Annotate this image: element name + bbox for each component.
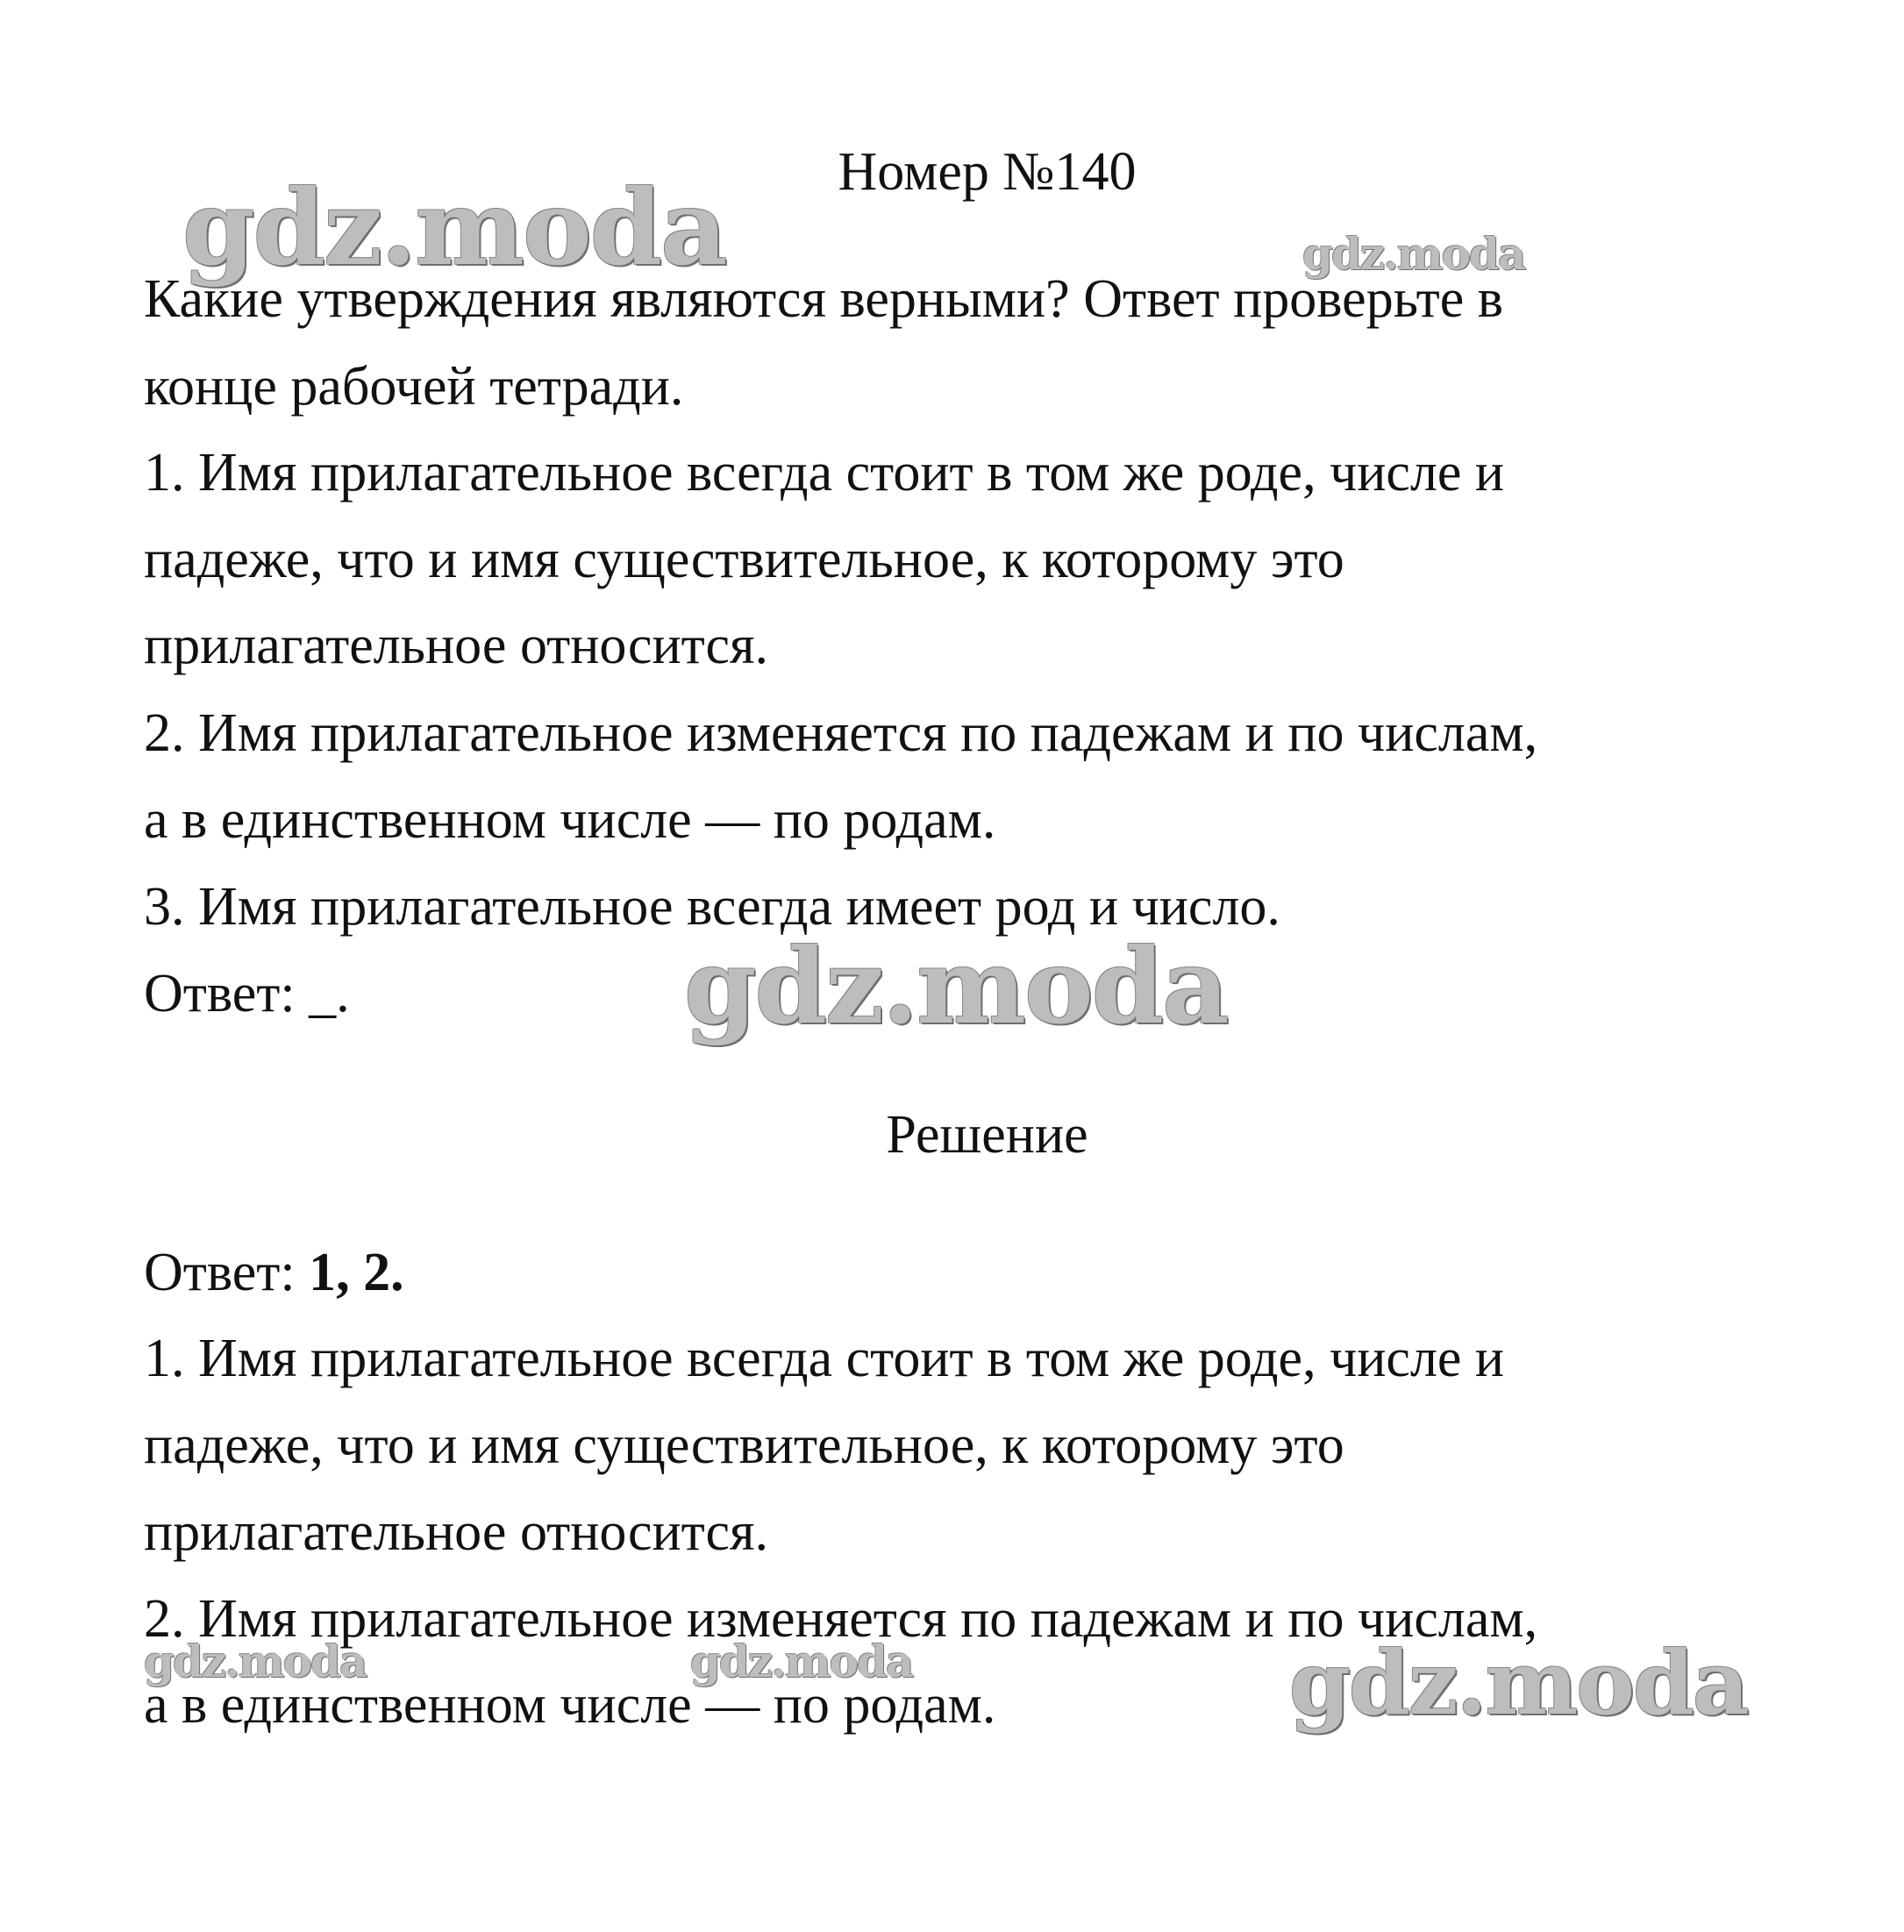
solution-line: прилагательное относится. (144, 1502, 769, 1562)
solution-title: Решение (886, 1105, 1088, 1165)
question-line: Какие утверждения являются верными? Ответ проверьте в (144, 269, 1503, 329)
watermark: gdz.moda (182, 167, 726, 289)
solution-answer-label: Ответ: (144, 1243, 310, 1302)
watermark: gdz.moda (144, 1636, 367, 1687)
watermark: gdz.moda (690, 1636, 913, 1687)
question-line: 1. Имя прилагательное всегда стоит в том же роде, числе и (144, 443, 1505, 503)
solution-line: падеже, что и имя существительное, к которому это (144, 1415, 1344, 1475)
solution-line: 1. Имя прилагательное всегда стоит в том же роде, числе и (144, 1329, 1505, 1388)
solution-answer-value: 1, 2. (309, 1243, 404, 1302)
task-title: Номер №140 (838, 142, 1137, 202)
question-line: конце рабочей тетради. (144, 357, 684, 417)
watermark: gdz.moda (1289, 1631, 1748, 1735)
question-line: а в единственном числе — по родам. (144, 790, 996, 850)
question-line: 2. Имя прилагательное изменяется по падежам и по числам, (144, 703, 1538, 763)
watermark: gdz.moda (684, 925, 1228, 1047)
watermark: gdz.moda (1302, 228, 1525, 280)
solution-line: а в единственном числе — по родам. (144, 1675, 996, 1735)
question-line: 3. Имя прилагательное всегда имеет род и число. (144, 877, 1280, 937)
answer-prompt: Ответ: _. (144, 964, 350, 1023)
question-line: падеже, что и имя существительное, к которому это (144, 530, 1344, 589)
solution-answer (144, 1245, 404, 1300)
question-line: прилагательное относится. (144, 616, 769, 675)
solution-line: 2. Имя прилагательное изменяется по падежам и по числам, (144, 1589, 1538, 1649)
